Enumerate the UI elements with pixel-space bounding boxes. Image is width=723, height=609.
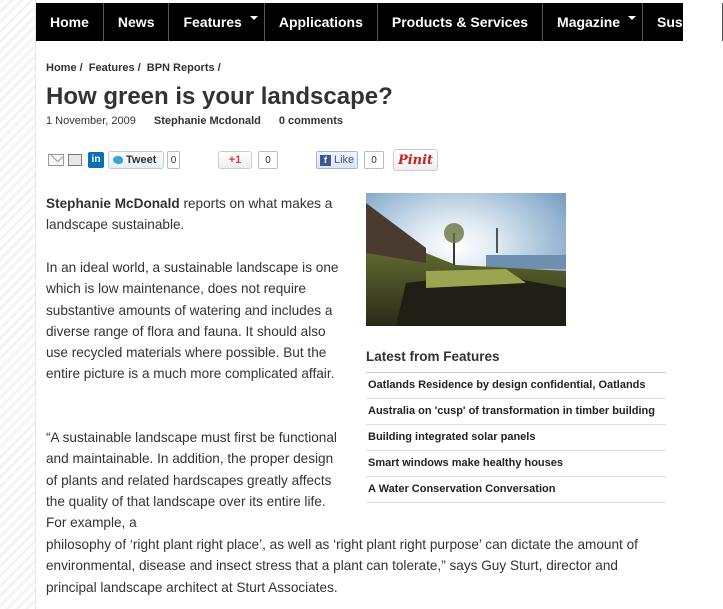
linkedin-icon[interactable]: in — [88, 152, 104, 168]
sidebar-title: Latest from Features — [366, 349, 500, 364]
article-date: 1 November, 2009 — [46, 115, 136, 127]
breadcrumb-section[interactable]: BPN Reports / — [146, 62, 221, 74]
google-plus-label: +1 — [228, 154, 242, 166]
list-item[interactable]: Oatlands Residence by design confidential, Oatlands — [366, 373, 666, 399]
main-nav — [36, 3, 708, 41]
tweet-count: 0 — [167, 151, 180, 169]
breadcrumb-features[interactable]: Features / — [88, 62, 141, 74]
article-author[interactable]: Stephanie Mcdonald — [153, 115, 261, 127]
latest-list — [366, 372, 666, 503]
article-paragraph: “A sustainable landscape must first be functional and maintainable. In addition, the proper design of plants and related hardscapes greatly affects the quality of that landscape over its entire life. For example, a — [46, 430, 337, 531]
email-icon[interactable] — [48, 154, 64, 166]
nav-item-applications[interactable] — [265, 3, 378, 41]
nav-item-news[interactable] — [104, 3, 170, 41]
article-photo — [366, 193, 566, 326]
caret-down-icon — [628, 16, 636, 20]
pinterest-button[interactable]: Pinit — [393, 149, 438, 171]
nav-label: News — [117, 14, 155, 30]
tweet-button[interactable] — [108, 151, 164, 169]
caret-down-icon — [250, 16, 258, 20]
nav-item-features[interactable] — [169, 3, 264, 41]
nav-item-magazine[interactable] — [543, 3, 643, 41]
nav-label: Applications — [278, 14, 363, 30]
nav-label: Magazine — [557, 14, 621, 30]
background-pattern — [0, 0, 36, 609]
lead-text: reports on what makes a landscape sustainable. — [46, 196, 333, 233]
list-item[interactable]: Australia on 'cusp' of transformation in timber building — [366, 399, 666, 425]
twitter-bird-icon — [113, 156, 123, 164]
landscape-photo-image — [366, 193, 566, 326]
tweet-label: Tweet — [126, 154, 157, 166]
nav-label: Products & Services — [391, 14, 529, 30]
share-bar — [46, 149, 466, 171]
print-icon[interactable] — [68, 154, 82, 166]
list-item[interactable]: Smart windows make healthy houses — [366, 451, 666, 477]
lead-author-name: Stephanie McDonald — [46, 196, 180, 211]
nav-item-sustain[interactable] — [643, 3, 723, 41]
nav-label: Features — [183, 14, 242, 30]
latest-features-sidebar — [366, 349, 666, 503]
google-plus-count: 0 — [258, 151, 278, 169]
facebook-like-label: Like — [334, 154, 355, 166]
list-item[interactable]: A Water Conservation Conversation — [366, 477, 666, 503]
page-title: How green is your landscape? — [46, 83, 393, 110]
facebook-icon: f — [320, 155, 331, 166]
nav-label: Home — [50, 14, 89, 30]
article-meta — [46, 115, 343, 127]
article-paragraph: philosophy of ‘right plant right place’, as well as ‘right plant right purpose’ can dictate the amount of environmental, disease and insect stress that a plant can tolerate,” says Guy Sturt, director and principal landscape architect at Sturt Associates. — [46, 537, 638, 595]
nav-item-home[interactable] — [36, 3, 104, 41]
google-plus-button[interactable] — [218, 151, 252, 169]
article-paragraph: In an ideal world, a sustainable landscape is one which is low maintenance, does not require substantive amounts of watering and includes a diverse range of flora and fauna. It should also use recycled materials where possible. But the entire picture is a much more complicated affair. — [46, 260, 339, 382]
comments-link[interactable]: 0 comments — [278, 115, 344, 127]
breadcrumb-home[interactable]: Home / — [46, 62, 83, 74]
list-item[interactable]: Building integrated solar panels — [366, 425, 666, 451]
facebook-like-count: 0 — [364, 151, 384, 169]
breadcrumb — [46, 62, 224, 74]
article-lead — [46, 193, 346, 236]
nav-label: Sustain — [657, 14, 708, 30]
nav-item-products-services[interactable] — [378, 3, 543, 41]
facebook-like-button[interactable] — [316, 151, 358, 169]
